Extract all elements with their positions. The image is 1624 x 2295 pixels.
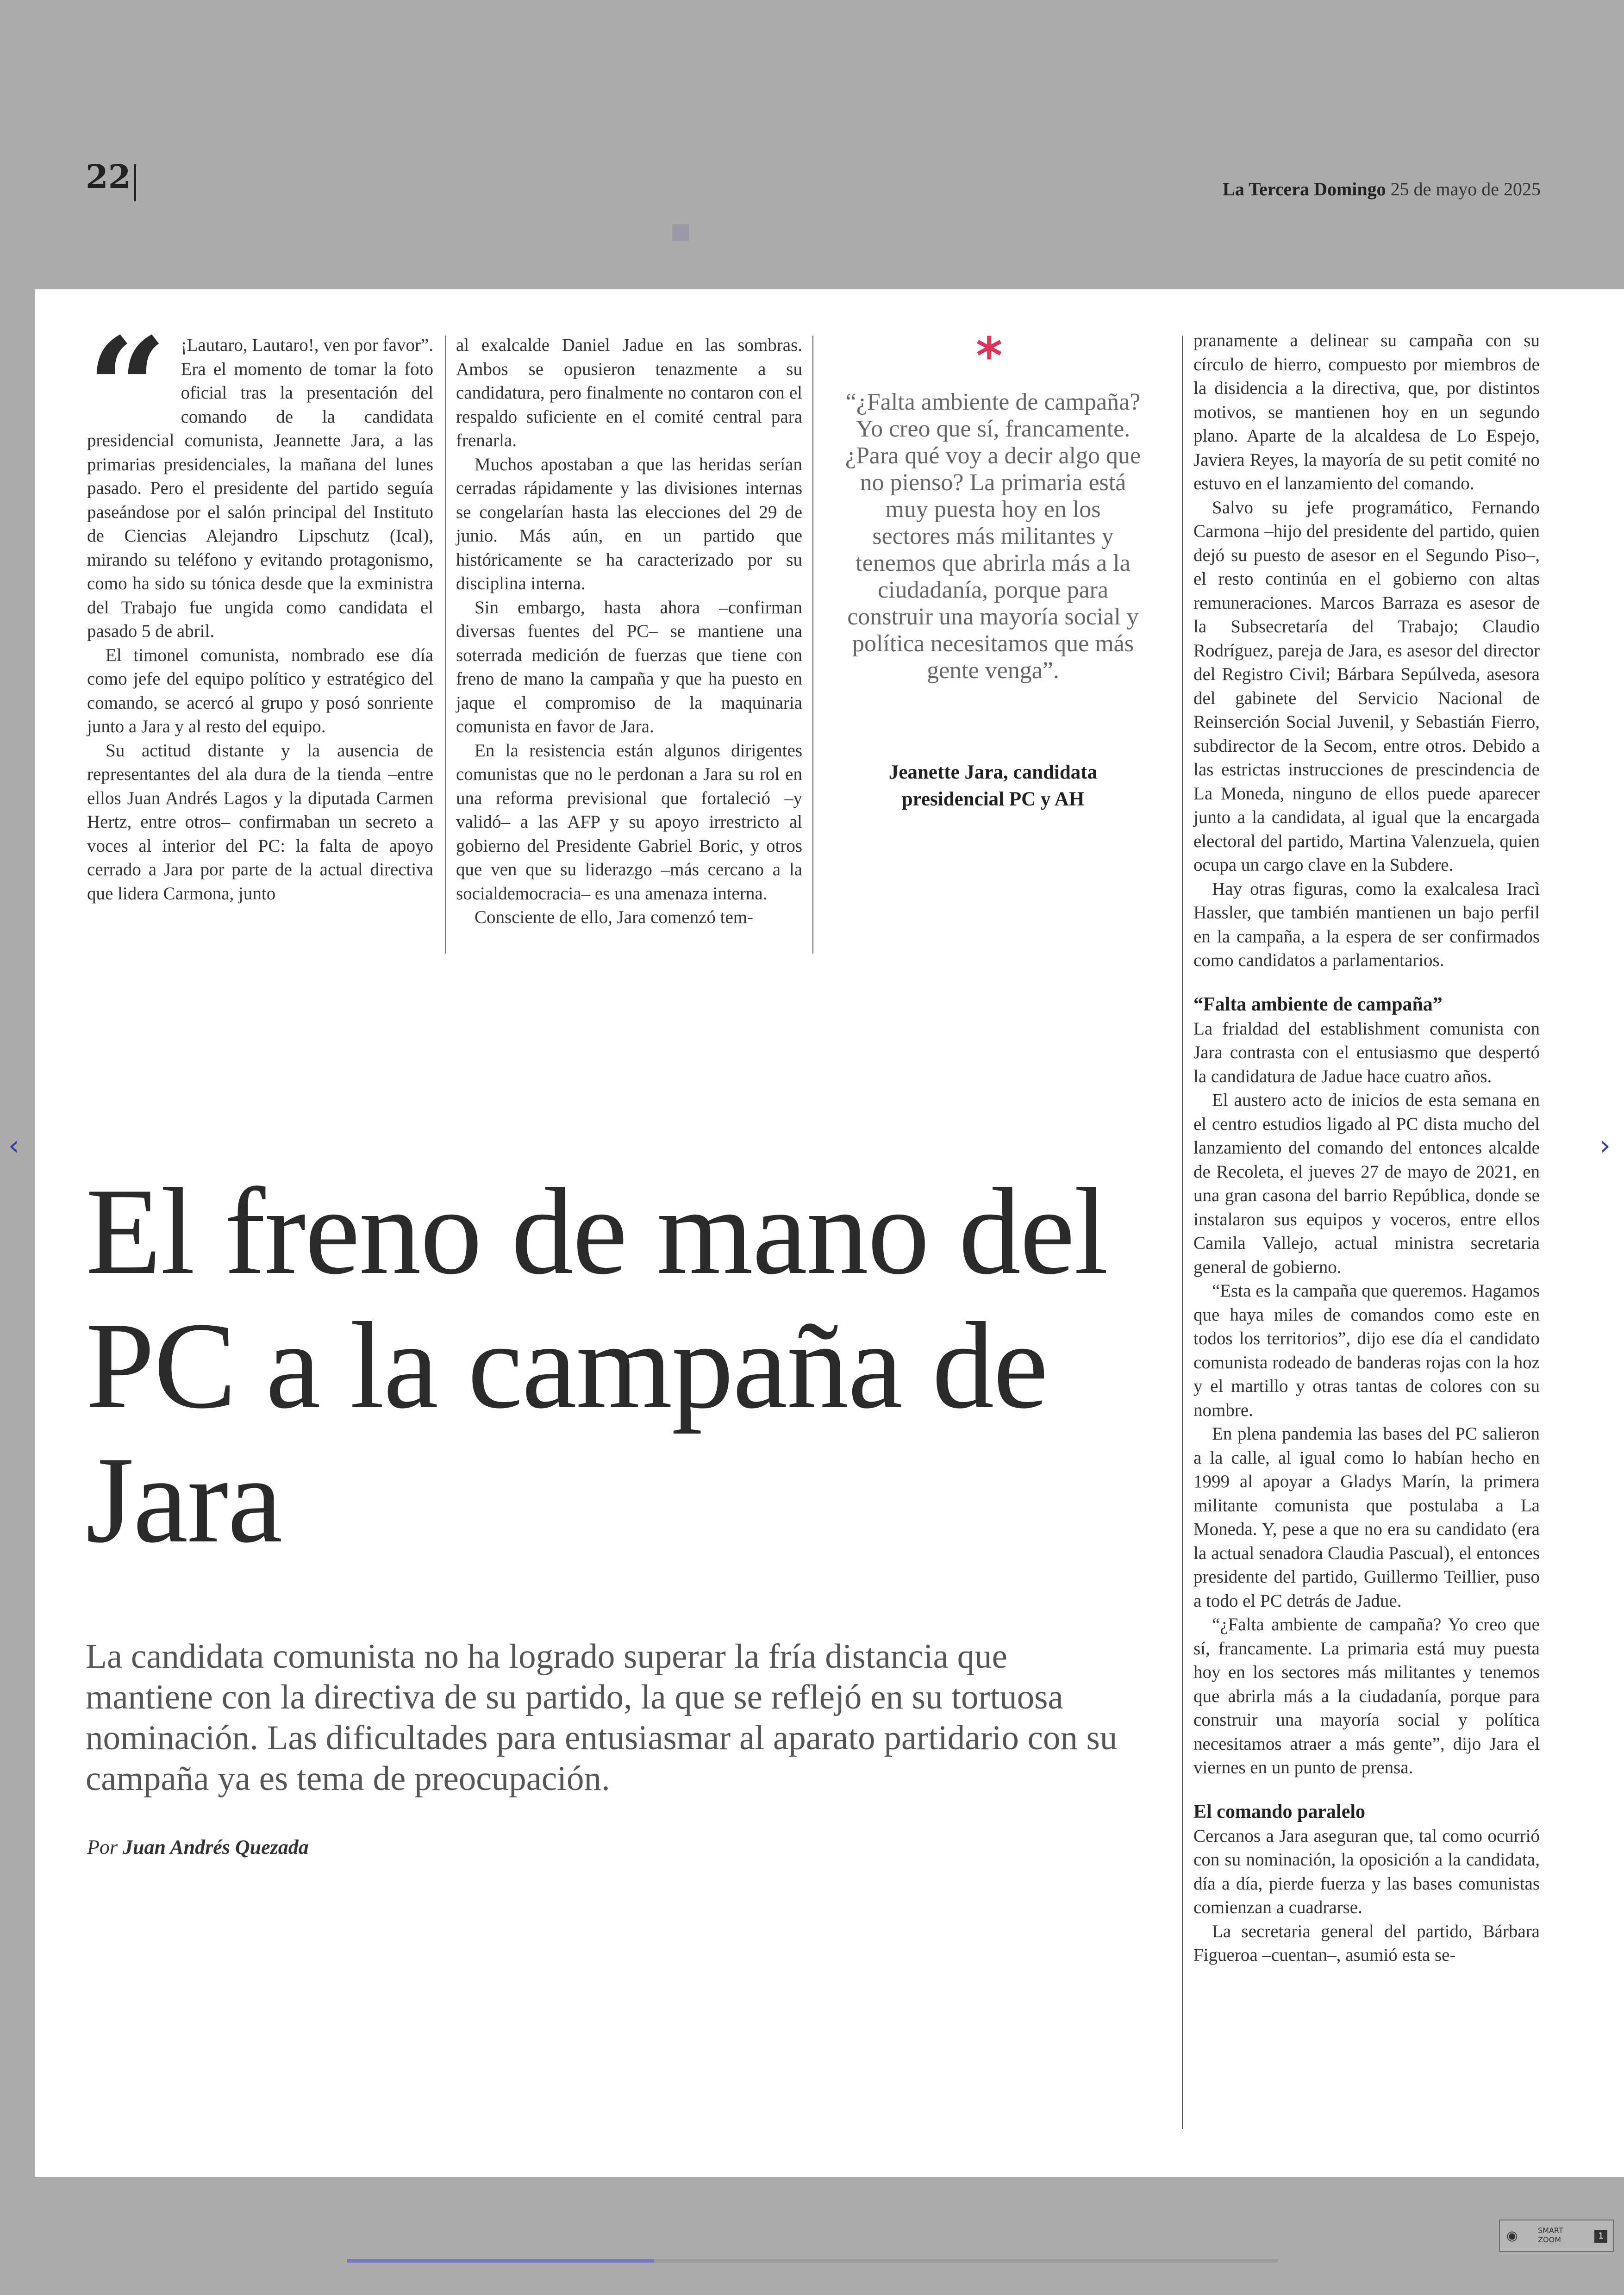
subheading: “Falta ambiente de campaña” [1193,993,1443,1015]
masthead [1223,178,1541,200]
headline: El freno de mano del PC a la campaña de Jara [86,1162,1108,1568]
page-number-divider [134,164,136,201]
eye-icon: ◉ [1506,2228,1518,2243]
opening-quote-icon: “ [87,307,167,470]
page-number: 22 [86,157,131,196]
paragraph: El austero acto de inicios de esta semana en el centro estudios ligado al PC dista mucho del lanzamiento del comando del entonces alcalde de Recoleta, el jueves 27 de mayo de 2021, en una gran casona del barrio República, donde se instalaron sus equipos y voceros, entre ellos Camila Vallejo, actual ministra secretaria general de gobierno. [1193,1090,1540,1277]
deck: La candidata comunista no ha logrado superar la fría distancia que mantiene con la directiva de su partido, la que se reflejó en su tortuosa nominación. Las dificultades para entusiasmar al aparato partidario con su campaña ya es tema de preocupación. [86,1637,1118,1798]
paragraph: La frialdad del establishment comunista con Jara contrasta con el entusiasmo que despertó la candidatura de Jadue hace cuatro años. [1193,1018,1540,1086]
smart-zoom-label: SMART ZOOM [1538,2226,1563,2244]
paragraph: ¡Lautaro, Lautaro!, ven por favor”. Era el momento de tomar la foto oficial tras la presentación del comando de la candidata presidencial comunista, Jeannette Jara, a las primarias presidenciales, la mañana del lunes pasado. Pero el presidente del partido seguía paseándose por el salón principal del Instituto de Ciencias Alejandro Lipschutz (Ical), mirando su teléfono y evitando protagonismo, como ha sido su tónica desde que la exministra del Trabajo fue ungida como candidata el pasado 5 de abril. [87,335,433,641]
publication-name: La Tercera Domingo [1223,179,1386,200]
byline-author: Juan Andrés Quezada [123,1836,309,1858]
pull-quote: “¿Falta ambiente de campaña? Yo creo que sí, francamente. ¿Para qué voy a decir algo que no pienso? La primaria está muy puesta hoy en los sectores más militantes y tenemos que abrirla más a la ciudadanía, porque para construir una mayoría social y política necesitamos que más gente venga”. [845,389,1141,684]
byline-prefix: Por [87,1836,118,1858]
paragraph: Cercanos a Jara aseguran que, tal como ocurrió con su nominación, la oposición a la candidata, día a día, pierde fuerza y las bases comunistas comienzan a cuadrarse. [1193,1826,1540,1917]
paragraph: pranamente a delinear su campaña con su círculo de hierro, compuesto por miembros de la disidencia a la directiva, que, por distintos motivos, se mantienen hoy en un segundo plano. Aparte de la alcaldesa de Lo Espejo, Javiera Reyes, la mayoría de su petit comité no estuvo en el lanzamiento del comando. [1193,331,1540,493]
publication-date: 25 de mayo de 2025 [1390,179,1541,200]
column-divider [445,336,446,954]
paragraph: “¿Falta ambiente de campaña? Yo creo que sí, francamente. La primaria está muy puesta hoy en los sectores más militantes y tenemos que abrirla más a la ciudadanía, porque para construir una mayoría social y política necesitamos atraer a más gente”, dijo Jara el viernes en un punto de prensa. [1193,1615,1540,1777]
asterisk-icon: * [976,326,1003,386]
smart-zoom-badge: 1 [1594,2230,1607,2243]
next-page-arrow-icon[interactable]: › [1599,1129,1611,1162]
paragraph: Muchos apostaban a que las heridas serían cerradas rápidamente y las divisiones internas se congelarían hasta las elecciones del 29 de junio. Más aún, en un partido que históricamente se ha caracterizado por su disciplina interna. [456,454,802,593]
article-column-4 [1193,329,1540,1967]
paragraph: Salvo su jefe programático, Fernando Carmona –hijo del presidente del partido, quien dejó su puesto de asesor en el Segundo Piso–, el resto continúa en el gobierno con altas remuneraciones. Marcos Barraza es asesor de la Subsecretaría del Trabajo; Claudio Rodríguez, pareja de Jara, es asesor del director del Registro Civil; Bárbara Sepúlveda, asesora del gabinete del Servicio Nacional de Reinserción Social Juvenil, y Sebastián Fierro, subdirector de la Secom, entre otros. Debido a las estrictas instrucciones de prescindencia de La Moneda, ninguno de ellos puede aparecer junto a la candidata, al igual que la encargada electoral del partido, Martina Valenzuela, quien ocupa un cargo clave en la Subdere. [1193,497,1540,875]
paragraph: En la resistencia están algunos dirigentes comunistas que no le perdonan a Jara su rol en una reforma previsional que fortaleció –y validó– a las AFP y su apoyo irrestricto al gobierno del Presidente Gabriel Boric, y otros que ven que su liderazgo –más cercano a la socialdemocracia– es una amenaza interna. [456,740,802,904]
pull-quote-attribution: Jeanette Jara, candidata presidencial PC y AH [888,761,1098,810]
article-column-2 [456,333,802,929]
paragraph: Hay otras figuras, como la exalcalesa Iracì Hassler, que también mantienen un bajo perfil en la campaña, a la espera de ser confirmados como candidatos a parlamentarios. [1193,879,1540,970]
paragraph: Su actitud distante y la ausencia de representantes del ala dura de la tienda –entre ellos Juan Andrés Lagos y la diputada Carmen Hertz, entre otros– confirmaban un secreto a voces al interior del PC: la falta de apoyo cerrado a Jara por parte de la actual directiva que lidera Carmona, junto [87,740,433,904]
column-divider [1182,336,1183,2129]
page-progress-fill [347,2259,654,2263]
previous-page-arrow-icon[interactable]: ‹ [8,1129,19,1162]
paragraph: Sin embargo, hasta ahora –confirman diversas fuentes del PC– se mantiene una soterrada medición de fuerzas que tiene con freno de mano la campaña y que ha puesto en jaque el compromiso de la maquinaria comunista en favor de Jara. [456,597,802,736]
byline [87,1835,309,1859]
smart-zoom-button[interactable] [1499,2220,1614,2252]
subheading: El comando paralelo [1193,1801,1366,1822]
column-divider [812,336,813,954]
paragraph: La secretaria general del partido, Bárbara Figueroa –cuentan–, asumió esta se- [1193,1921,1540,1965]
article-column-1 [87,307,433,905]
paragraph: Consciente de ello, Jara comenzó tem- [475,907,754,927]
paragraph: El timonel comunista, nombrado ese día como jefe del equipo político y estratégico del comando, se acercó al grupo y posó sonriente junto a Jara y al resto del equipo. [87,645,433,736]
paragraph: “Esta es la campaña que queremos. Hagamos que haya miles de comandos como este en todos los territorios”, dijo ese día el candidato comunista rodeado de banderas rojas con la hoz y el martillo y otras tantas de colores con su nombre. [1193,1281,1540,1420]
page-marker-icon[interactable] [672,224,689,241]
paragraph: En plena pandemia las bases del PC salieron a la calle, al igual como lo habían hecho en 1999 al apoyar a Gladys Marín, la primera militante comunista que postulaba a La Moneda. Y, pese a que no era su candidato (era la actual senadora Claudia Pascual), el entonces presidente del partido, Guillermo Teillier, puso a todo el PC detrás de Jadue. [1193,1424,1540,1611]
paragraph: al exalcalde Daniel Jadue en las sombras. Ambos se opusieron tenazmente a su candidatura, pero finalmente no contaron con el respaldo suficiente en el comité central para frenarla. [456,335,802,450]
